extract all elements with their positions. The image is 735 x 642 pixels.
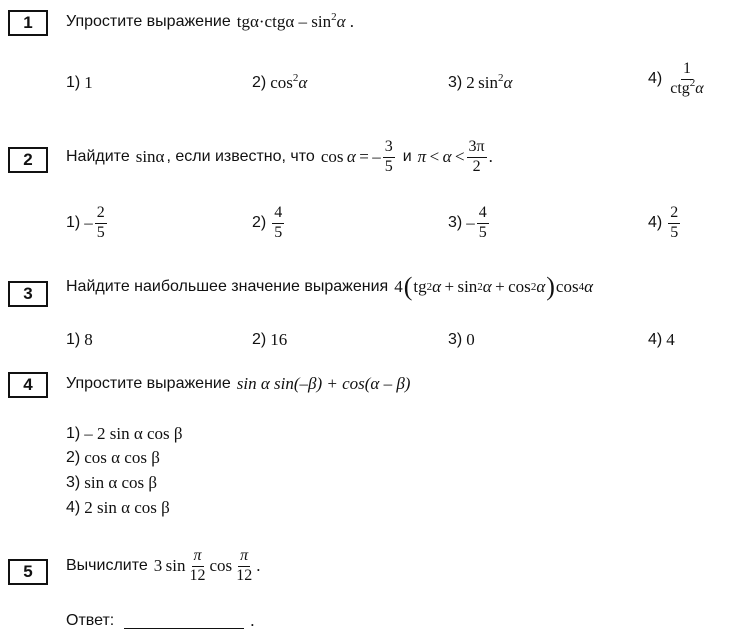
problem-3-option-3[interactable]: 3) 0 (448, 330, 475, 349)
problem-3-prompt: Найдите наибольшее значение выражения (66, 278, 389, 295)
problem-5-prompt: Вычислите (66, 557, 148, 575)
problem-3-option-1[interactable]: 1) 8 (66, 330, 93, 349)
problem-number-box-3: 3 (8, 281, 48, 307)
problem-2-question: Найдите sinα , если известно, что cos α = – $\frac{3}{5}$ и π < α < $\frac{3\pi}{2}$ . (66, 138, 493, 175)
problem-2-option-1[interactable]: 1) – $\frac{2}{5}$ (66, 204, 105, 241)
problem-4-option-2[interactable]: 2) cos α cos β (66, 448, 160, 467)
problem-1-prompt: Упростите выражение (66, 13, 231, 30)
problem-1-option-4-fraction: $\frac{1}{ctg^2\alpha}$ (670, 60, 704, 97)
problem-number-box-2: 2 (8, 147, 48, 173)
problem-2-option-3-fraction: $\frac{4}{5}$ (478, 204, 487, 241)
problem-1-option-3[interactable]: 3) 2 $\sin^2\alpha$ (448, 72, 513, 92)
problem-1-expression: $tg\alpha\cdot ctg\alpha - \sin^2\alpha$ . (236, 11, 355, 31)
problem-3-question (66, 274, 593, 300)
problem-3-option-2[interactable]: 2) 16 (252, 330, 288, 349)
problem-4-option-3[interactable]: 3) sin α cos β (66, 473, 158, 492)
problem-3-expression: 4 ( tg 2 α + sin 2 α + cos 2 α ) cos 4 α (394, 272, 594, 301)
problem-2-option-2[interactable]: 2) $\frac{4}{5}$ (252, 204, 283, 241)
problem-4-expression: sin α sin(–β) + cos(α – β) (236, 374, 411, 393)
problem-4-question (66, 374, 410, 394)
problem-1-option-1[interactable]: 1) 1 (66, 73, 93, 92)
problem-5-fraction-2: $\frac{\pi}{12}$ (236, 547, 253, 584)
problem-4-prompt: Упростите выражение (66, 375, 231, 392)
problem-5-fraction-1: $\frac{\pi}{12}$ (189, 547, 206, 584)
problem-4-option-1[interactable]: 1) – 2 sin α cos β (66, 424, 183, 443)
problem-2-cos-fraction: $\frac{3}{5}$ (384, 138, 393, 175)
problem-number-box-5: 5 (8, 559, 48, 585)
problem-number-box-1: 1 (8, 10, 48, 36)
problem-2-prompt: Найдите (66, 148, 130, 166)
problem-2-bound-fraction: $\frac{3\pi}{2}$ (468, 138, 485, 175)
problem-1-question (66, 12, 354, 32)
problem-3-option-4[interactable]: 4) 4 (648, 330, 675, 349)
problem-2-option-4-fraction: $\frac{2}{5}$ (670, 204, 679, 241)
answer-blank[interactable] (124, 614, 244, 629)
problem-2-option-3[interactable]: 3) – $\frac{4}{5}$ (448, 204, 487, 241)
problem-2-option-1-fraction: $\frac{2}{5}$ (96, 204, 105, 241)
problem-1-option-4[interactable]: 4) $\frac{1}{ctg^2\alpha}$ (648, 60, 704, 97)
problem-2-option-2-fraction: $\frac{4}{5}$ (274, 204, 283, 241)
problem-1-option-2[interactable]: 2) $\cos^2\alpha$ (252, 72, 308, 92)
problem-5-question (66, 548, 260, 585)
answer-label: Ответ: (66, 612, 115, 629)
problem-4-option-4[interactable]: 4) 2 sin α cos β (66, 498, 170, 517)
problem-5-expression: 3 sin $\frac{\pi}{12}$ cos $\frac{\pi}{12}$ . (153, 547, 261, 584)
problem-number-box-4: 4 (8, 372, 48, 398)
problem-2-option-4[interactable]: 4) $\frac{2}{5}$ (648, 204, 679, 241)
answer-row: Ответ: . (66, 611, 255, 630)
